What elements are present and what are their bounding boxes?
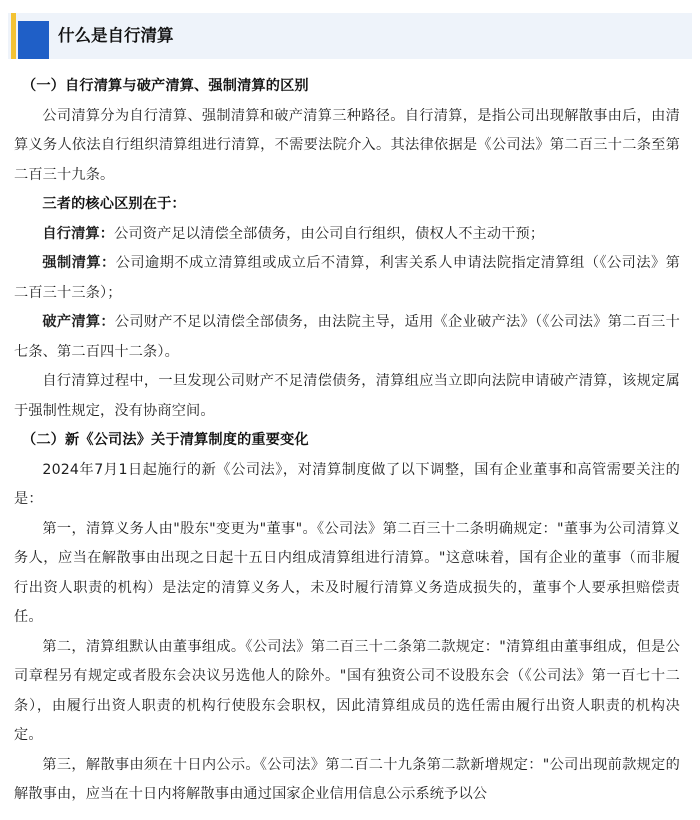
list-item xyxy=(14,220,680,250)
header-accent-block xyxy=(18,21,49,59)
item-label: 强制清算： xyxy=(42,255,116,271)
item-text: 公司逾期不成立清算组或成立后不清算，利害关系人申请法院指定清算组（《公司法》第二百三十三条）； xyxy=(14,255,680,301)
section-1-title: （一）自行清算与破产清算、强制清算的区别 xyxy=(22,78,309,94)
paragraph: 公司清算分为自行清算、强制清算和破产清算三种路径。自行清算，是指公司出现解散事由后，由清算义务人依法自行组织清算组进行清算，不需要法院介入。其法律依据是《公司法》第二百三十二条至第二百三十九条。 xyxy=(14,107,680,183)
item-label: 破产清算： xyxy=(42,314,115,330)
item-label: 自行清算： xyxy=(42,225,115,242)
paragraph: 第三，解散事由须在十日内公示。《公司法》第二百二十九条第二款新增规定："公司出现前款规定的解散事由，应当在十日内将解散事由通过国家企业信用信息公示系统予以公 xyxy=(14,756,680,802)
core-difference-heading: 三者的核心区别在于： xyxy=(42,196,186,212)
paragraph: 2024年7月1日起施行的新《公司法》，对清算制度做了以下调整，国有企业董事和高管需要关注的是： xyxy=(14,461,680,507)
section-2-title: （二）新《公司法》关于清算制度的重要变化 xyxy=(22,432,309,448)
header-accent-bar xyxy=(11,13,16,59)
list-item xyxy=(14,249,680,308)
paragraph: 第一，清算义务人由"股东"变更为"董事"。《公司法》第二百三十二条明确规定："董事为公司清算义务人，应当在解散事由出现之日起十五日内组成清算组进行清算。"这意味着，国有企业的董事（而非履行出资人职责的机构）是法定的清算义务人，未及时履行清算义务造成损失的，董事个人要承担赔偿责任。 xyxy=(14,520,680,625)
list-item xyxy=(14,308,680,367)
item-text: 公司资产足以清偿全部债务，由公司自行组织，债权人不主动干预； xyxy=(114,225,545,242)
paragraph: 自行清算过程中，一旦发现公司财产不足清偿债务，清算组应当立即向法院申请破产清算，该规定属于强制性规定，没有协商空间。 xyxy=(14,373,680,419)
section-header xyxy=(8,13,692,59)
header-title: 什么是自行清算 xyxy=(58,26,174,45)
article-body xyxy=(14,72,680,810)
paragraph: 第二，清算组默认由董事组成。《公司法》第二百三十二条第二款规定："清算组由董事组成，但是公司章程另有规定或者股东会决议另选他人的除外。"国有独资公司不设股东会（《公司法》第一百七十二条），由履行出资人职责的机构行使股东会职权，因此清算组成员的选任需由履行出资人职责的机构决定。 xyxy=(14,638,680,743)
item-text: 公司财产不足以清偿全部债务，由法院主导，适用《企业破产法》（《公司法》第二百三十七条、第二百四十二条）。 xyxy=(14,314,680,360)
